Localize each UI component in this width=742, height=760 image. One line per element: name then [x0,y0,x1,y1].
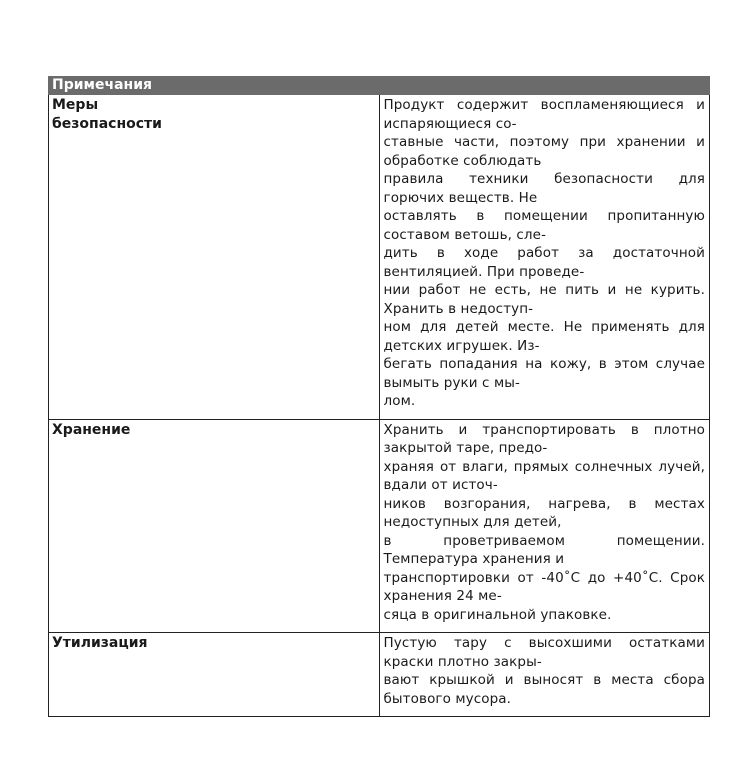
text-line: транспортировки от -40˚С до +40˚С. Срок хранения 24 ме- [383,569,705,604]
table-row [49,419,710,633]
text-line: ставные части, поэтому при хранении и обработке соблюдать [383,134,705,169]
text-line: ников возгорания, нагрева, в местах недоступных для детей, [383,495,705,530]
text-line: лом. [383,393,416,409]
label-line: Хранение [52,421,131,438]
text-line: Пустую тару с высохшими остатками краски плотно закры- [383,635,705,670]
notes-table [48,76,710,717]
text-line: бегать попадания на кожу, в этом случае вымыть руки с мы- [383,356,705,391]
row-label-safety [49,95,380,420]
label-line: безопасности [52,116,162,132]
table-row [49,633,710,717]
text-line: Продукт содержит воспламеняющиеся и испаряющиеся со- [383,97,705,132]
table-header: Примечания [49,77,710,95]
label-line: Утилизация [52,635,148,651]
row-text-safety [379,95,710,420]
text-line: нии работ не есть, не пить и не курить. Хранить в недоступ- [383,282,705,317]
label-line: Меры [52,97,99,113]
text-line: сяца в оригинальной упаковке. [383,606,612,623]
row-label-disposal [49,633,380,717]
row-text-storage [379,419,710,633]
text-line: дить в ходе работ за достаточной вентиляцией. При проведе- [383,245,705,280]
table-row [49,95,710,420]
text-line: храняя от влаги, прямых солнечных лучей, вдали от источ- [383,458,705,493]
text-line: Хранить и транспортировать в плотно закрытой таре, предо- [383,421,705,456]
text-line: ном для детей месте. Не применять для детских игрушек. Из- [383,319,705,354]
row-text-disposal [379,633,710,717]
table-header-row [49,77,710,95]
text-line: оставлять в помещении пропитанную составом ветошь, сле- [383,208,705,243]
text-line: в проветриваемом помещении. Температура хранения и [383,532,705,567]
text-line: правила техники безопасности для горючих веществ. Не [383,171,705,206]
row-label-storage [49,419,380,633]
text-line: вают крышкой и выносят в места сбора бытового мусора. [383,672,705,707]
